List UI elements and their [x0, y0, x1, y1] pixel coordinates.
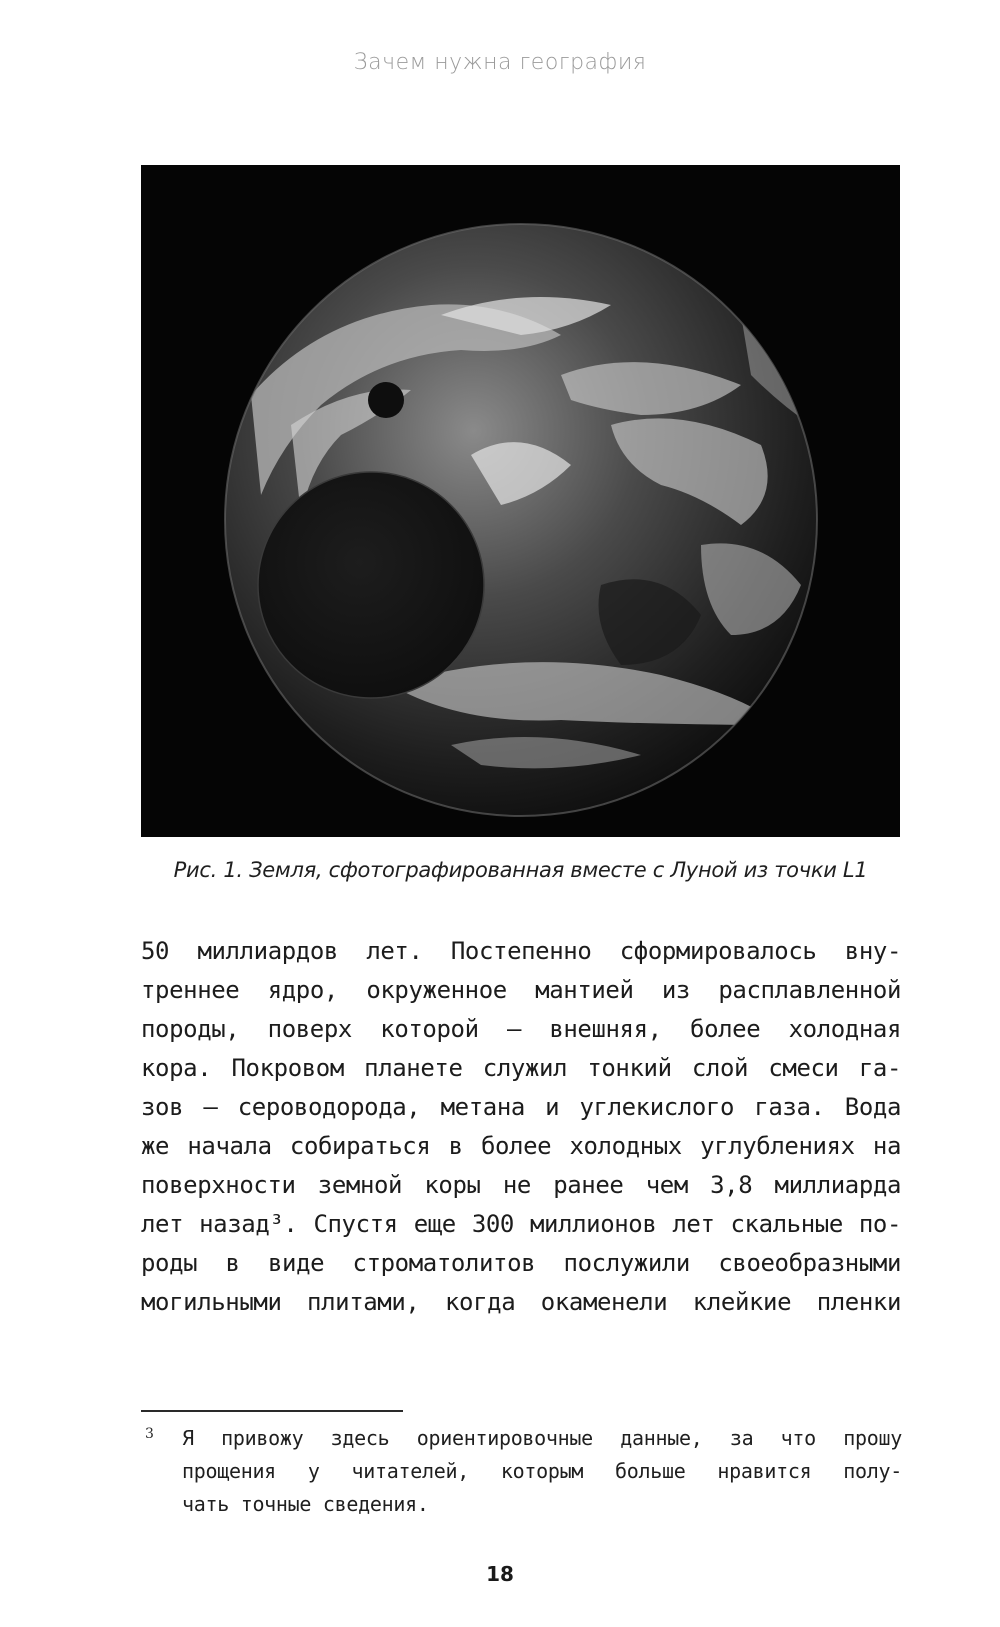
running-head: Зачем нужна география: [353, 50, 647, 75]
body-line: роды в виде строматолитов послужили своеобразными: [141, 1249, 901, 1277]
body-line: же начала собираться в более холодных углублениях на: [141, 1132, 901, 1160]
body-line: 50 миллиардов лет. Постепенно сформировалось вну-: [141, 937, 901, 965]
body-text: [141, 932, 901, 1322]
footnote-line: чать точные сведения.: [182, 1492, 429, 1516]
body-line: могильными плитами, когда окаменели клейкие пленки: [141, 1288, 901, 1316]
figure-caption: Рис. 1. Земля, сфотографированная вместе с Луной из точки L1: [173, 858, 868, 882]
footnote-text: [182, 1422, 902, 1521]
body-line: зов — сероводорода, метана и углекислого газа. Вода: [141, 1093, 901, 1121]
footnote-divider: [141, 1410, 403, 1412]
moon-silhouette: [258, 472, 484, 698]
body-line: треннее ядро, окруженное мантией из расплавленной: [141, 976, 901, 1004]
page-number: 18: [486, 1562, 514, 1586]
earth-photo: [141, 165, 900, 837]
body-line: породы, поверх которой — внешняя, более холодная: [141, 1015, 901, 1043]
earth-moon-image: [141, 165, 900, 837]
footnote-line: Я привожу здесь ориентировочные данные, за что прошу: [182, 1426, 902, 1450]
footnote-marker: 3: [145, 1426, 154, 1442]
body-line: лет назад³. Спустя еще 300 миллионов лет скальные по-: [141, 1210, 901, 1238]
body-line: поверхности земной коры не ранее чем 3,8 миллиарда: [141, 1171, 901, 1199]
body-line: кора. Покровом планете служил тонкий слой смеси га-: [141, 1054, 901, 1082]
footnote-line: прощения у читателей, которым больше нравится полу-: [182, 1459, 902, 1483]
